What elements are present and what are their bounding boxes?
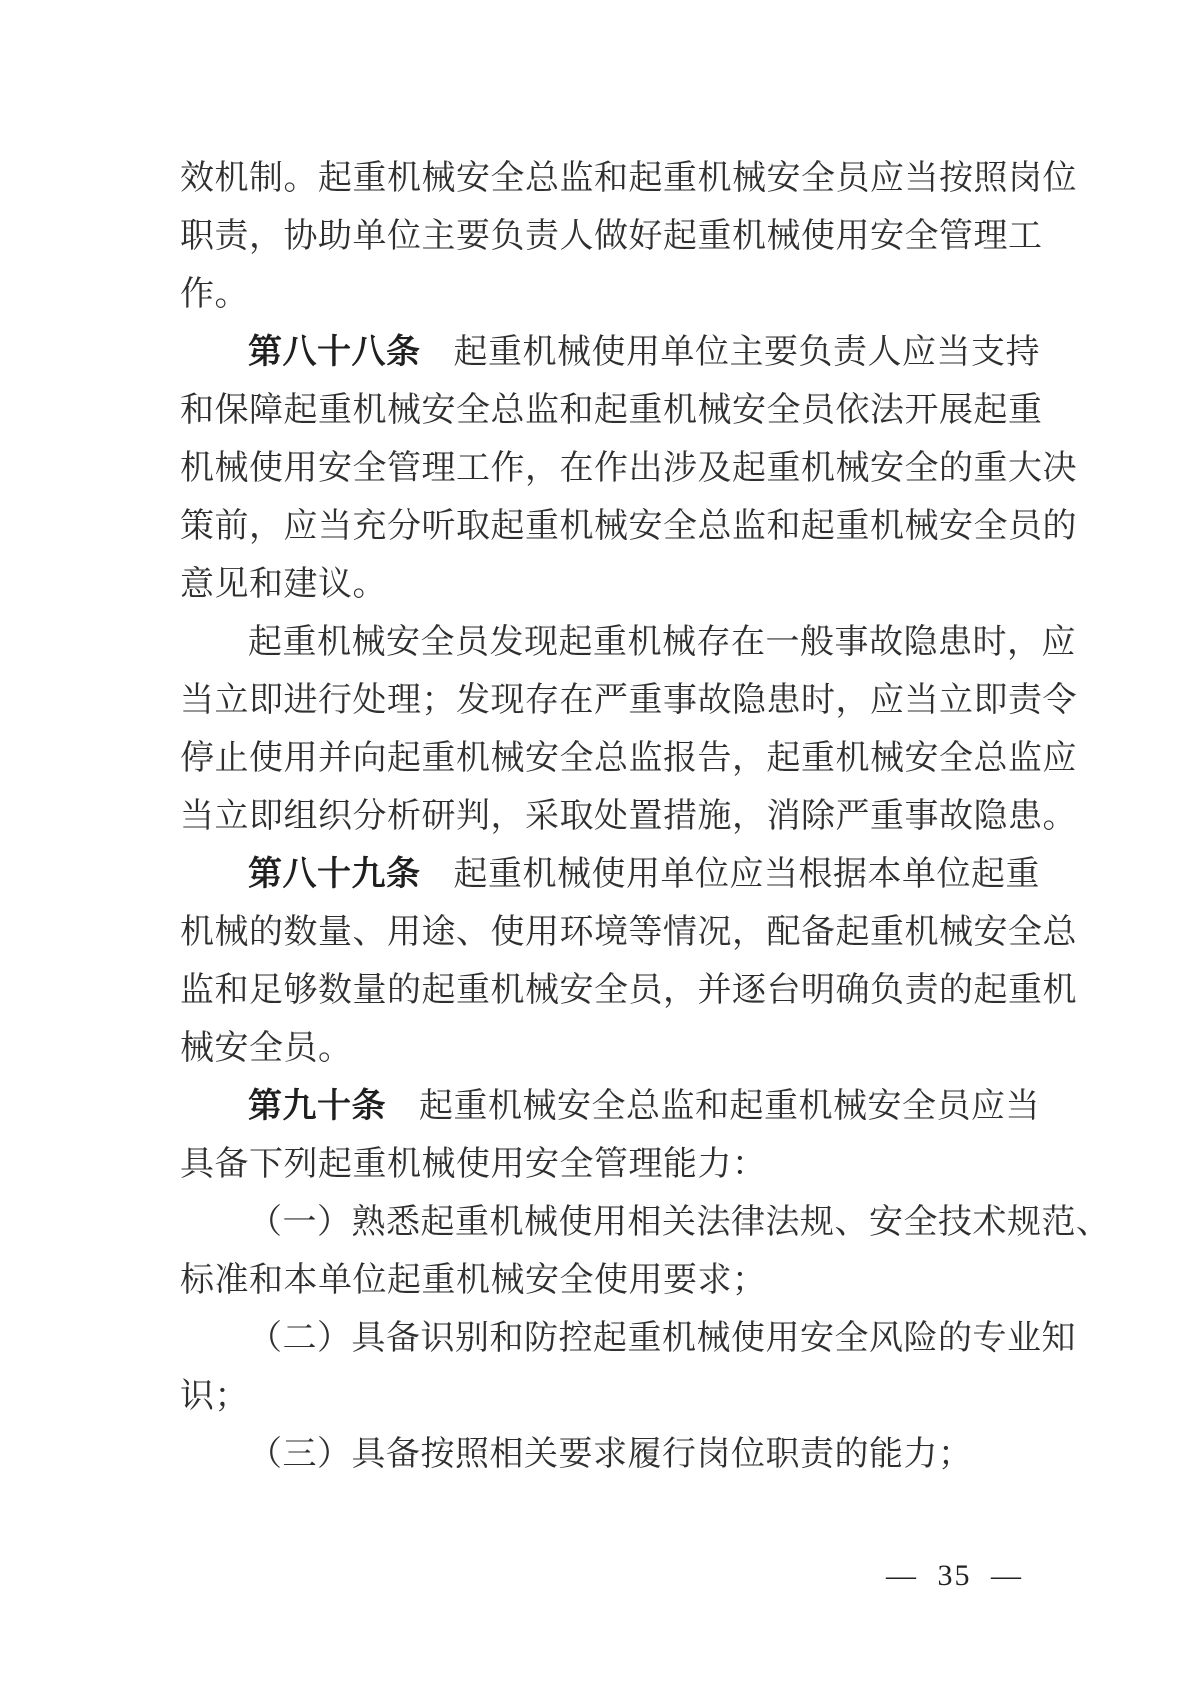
document-line (180, 208, 1043, 266)
document-line (180, 556, 1040, 614)
line-text: （三）具备按照相关要求履行岗位职责的能力； (248, 1436, 973, 1473)
line-text: （一）熟悉起重机械使用相关法律法规、安全技术规范、 (248, 1204, 1111, 1241)
line-text: 和保障起重机械安全总监和起重机械安全员依法开展起重 (180, 392, 1043, 429)
line-text: 械安全员。 (180, 1030, 353, 1067)
line-text: 机械的数量、用途、使用环境等情况，配备起重机械安全总 (180, 914, 1077, 951)
line-text: 作。 (180, 276, 249, 313)
document-line (180, 498, 1077, 556)
line-text: 停止使用并向起重机械安全总监报告，起重机械安全总监应 (180, 740, 1077, 777)
page-number: — 35 — (886, 1559, 1023, 1592)
document-line (180, 382, 1043, 440)
line-text: 监和足够数量的起重机械安全员，并逐台明确负责的起重机 (180, 972, 1077, 1009)
line-text: 策前，应当充分听取起重机械安全总监和起重机械安全员的 (180, 508, 1077, 545)
document-line (180, 962, 1077, 1020)
document-line (180, 1078, 1040, 1136)
document-line (180, 614, 1076, 672)
line-text: 效机制。起重机械安全总监和起重机械安全员应当按照岗位 (180, 160, 1077, 197)
document-line (180, 1426, 1040, 1484)
line-text: 识； (180, 1378, 249, 1415)
line-text: 具备下列起重机械使用安全管理能力： (180, 1146, 767, 1183)
document-line (180, 1368, 1040, 1426)
document-body (180, 150, 1111, 1484)
line-text: 当立即进行处理；发现存在严重事故隐患时，应当立即责令 (180, 682, 1077, 719)
line-text: 起重机械安全员发现起重机械存在一般事故隐患时，应 (248, 624, 1076, 661)
line-text: 起重机械使用单位主要负责人应当支持 (453, 334, 1040, 371)
document-line (180, 904, 1077, 962)
document-line (180, 846, 1040, 904)
document-line (180, 266, 1040, 324)
line-text: 标准和本单位起重机械安全使用要求； (180, 1262, 767, 1299)
document-line (180, 1020, 1040, 1078)
document-line (180, 1136, 1040, 1194)
line-text: （二）具备识别和防控起重机械使用安全风险的专业知 (248, 1320, 1076, 1357)
line-text: 机械使用安全管理工作，在作出涉及起重机械安全的重大决 (180, 450, 1077, 487)
document-line (180, 672, 1077, 730)
article-number: 第八十八条 (248, 334, 421, 371)
document-line (180, 1252, 1040, 1310)
document-line (180, 1194, 1111, 1252)
article-number: 第九十条 (248, 1088, 386, 1125)
document-line (180, 150, 1077, 208)
line-text: 起重机械使用单位应当根据本单位起重 (453, 856, 1040, 893)
line-text: 意见和建议。 (180, 566, 387, 603)
document-line (180, 440, 1077, 498)
document-line (180, 788, 1077, 846)
document-line (180, 324, 1040, 382)
line-text: 当立即组织分析研判，采取处置措施，消除严重事故隐患。 (180, 798, 1077, 835)
line-text: 职责，协助单位主要负责人做好起重机械使用安全管理工 (180, 218, 1043, 255)
document-line (180, 730, 1077, 788)
article-number: 第八十九条 (248, 856, 421, 893)
line-text: 起重机械安全总监和起重机械安全员应当 (419, 1088, 1040, 1125)
document-line (180, 1310, 1076, 1368)
